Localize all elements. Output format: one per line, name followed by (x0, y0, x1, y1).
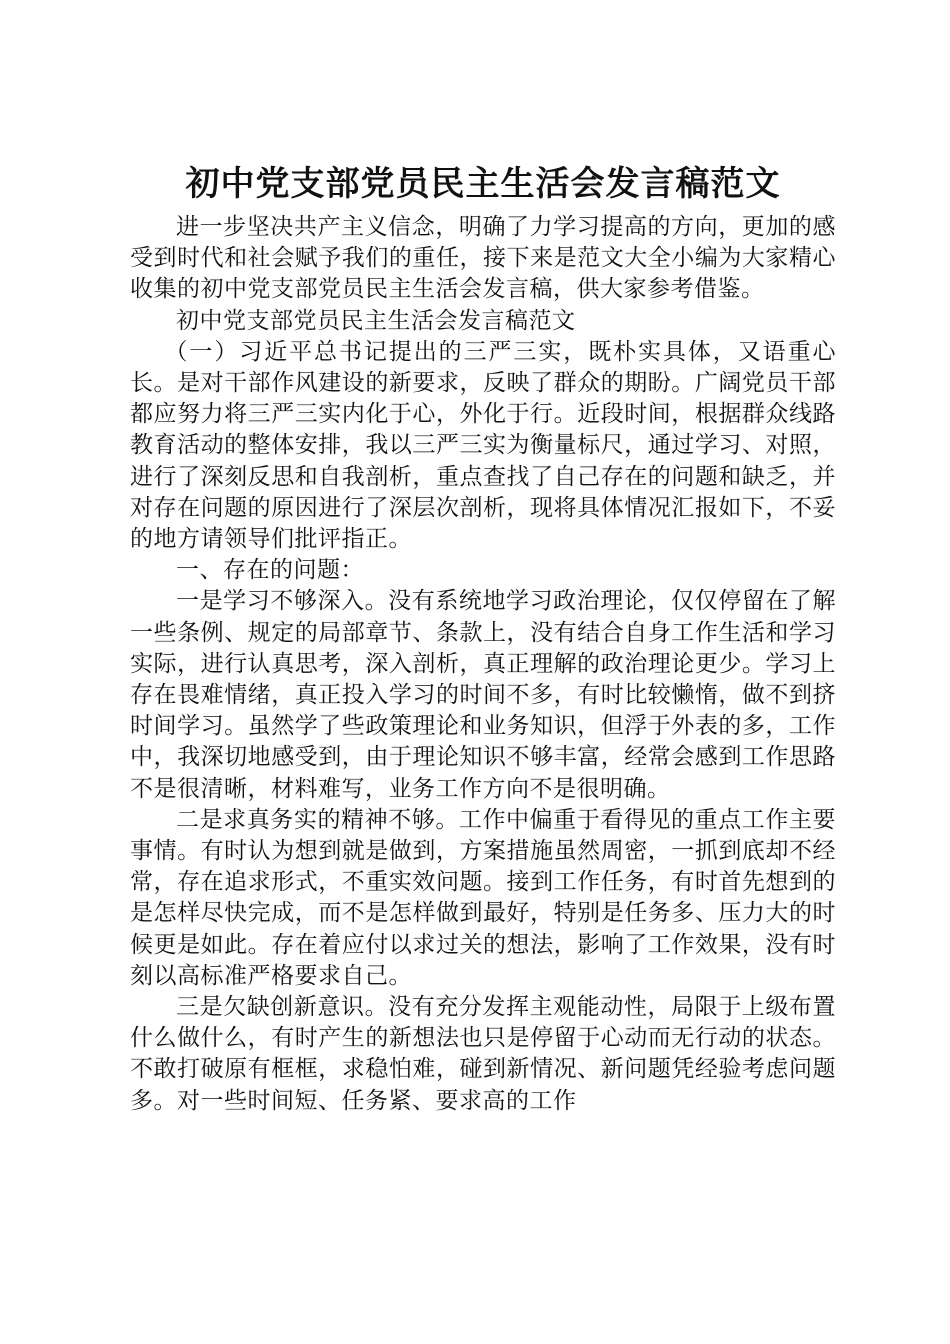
intro-paragraph: 进一步坚决共产主义信念，明确了力学习提高的方向，更加的感受到时代和社会赋予我们的重任，接下来是范文大全小编为大家精心收集的初中党支部党员民主生活会发言稿，供大家参考借鉴。 (130, 214, 836, 303)
document-page (130, 160, 836, 1117)
document-title: 初中党支部党员民主生活会发言稿范文 (185, 164, 781, 204)
problem-three-paragraph: 三是欠缺创新意识。没有充分发挥主观能动性，局限于上级布置什么做什么，有时产生的新想法也只是停留于心动而无行动的状态。不敢打破原有框框，求稳怕难，碰到新情况、新问题凭经验考虑问题多。对一些时间短、任务紧、要求高的工作 (130, 994, 836, 1114)
section-one-paragraph: （一）习近平总书记提出的三严三实，既朴实具体，又语重心长。是对干部作风建设的新要求，反映了群众的期盼。广阔党员干部都应努力将三严三实内化于心，外化于行。近段时间，根据群众线路教育活动的整体安排，我以三严三实为衡量标尺，通过学习、对照，进行了深刻反思和自我剖析，重点查找了自己存在的问题和缺乏，并对存在问题的原因进行了深层次剖析，现将具体情况汇报如下，不妥的地方请领导们批评指正。 (130, 338, 836, 553)
problem-one-paragraph: 一是学习不够深入。没有系统地学习政治理论，仅仅停留在了解一些条例、规定的局部章节、条款上，没有结合自身工作生活和学习实际，进行认真思考，深入剖析，真正理解的政治理论更少。学习上存在畏难情绪，真正投入学习的时间不多，有时比较懒惰，做不到挤时间学习。虽然学了些政策理论和业务知识，但浮于外表的多，工作中，我深切地感受到，由于理论知识不够丰富，经常会感到工作思路不是很清晰，材料难写，业务工作方向不是很明确。 (130, 588, 836, 802)
subtitle-paragraph: 初中党支部党员民主生活会发言稿范文 (176, 307, 576, 334)
heading-problems: 一、存在的问题： (176, 557, 364, 584)
problem-two-paragraph: 二是求真务实的精神不够。工作中偏重于看得见的重点工作主要事情。有时认为想到就是做到，方案措施虽然周密，一抓到底却不经常，存在追求形式，不重实效问题。接到工作任务，有时首先想到的是怎样尽快完成，而不是怎样做到最好，特别是任务多、压力大的时候更是如此。存在着应付以求过关的想法，影响了工作效果，没有时刻以高标准严格要求自己。 (130, 806, 836, 989)
